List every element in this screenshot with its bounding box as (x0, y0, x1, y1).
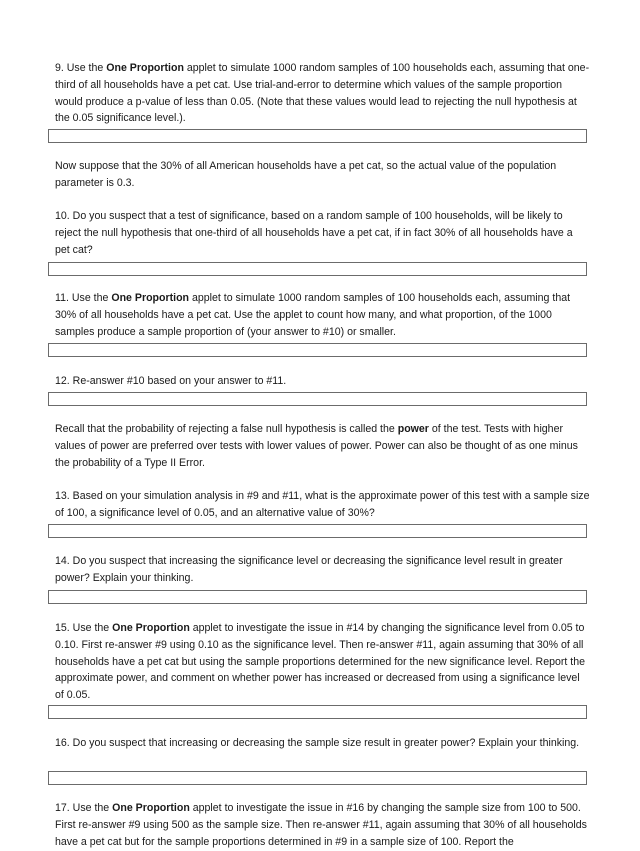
answer-box-14[interactable] (48, 590, 587, 604)
applet-name: One Proportion (106, 62, 184, 74)
question-17: 17. Use the One Proportion applet to investigate the issue in #16 by changing the sample size from 100 to 500. First re-answer #9 using 500 as the sample size. Then re-answer #11, again assuming that 30% of all households have a pet cat but for the sample proportions determined in #9 in a sample size of 100. Report the (55, 802, 587, 848)
question-11: 11. Use the One Proportion applet to simulate 1000 random samples of 100 households each, assuming that 30% of all households have a pet cat. Use the applet to count how many, and what proportion, of the 1000 samples produce a sample proportion of (your answer to #10) or smaller. (55, 292, 571, 338)
question-9: 9. Use the One Proportion applet to simulate 1000 random samples of 100 households each, assuming that one-third of all households have a pet cat. Use trial-and-error to determine which values of the sample proportion would produce a p-value of less than 0.05. (Note that these values would lead to rejecting the null hypothesis at the 0.05 significance level.). (55, 62, 590, 125)
answer-box-16[interactable] (48, 771, 587, 785)
answer-box-11[interactable] (48, 343, 587, 357)
answer-box-10[interactable] (48, 262, 587, 276)
question-12: 12. Re-answer #10 based on your answer to #11. (55, 375, 287, 387)
answer-box-9[interactable] (48, 129, 587, 143)
answer-box-15[interactable] (48, 705, 587, 719)
power-term: power (397, 423, 429, 435)
applet-name: One Proportion (111, 292, 190, 304)
power-paragraph: Recall that the probability of rejecting a false null hypothesis is called the power of the test. Tests with higher values of power are preferred over tests with lower values of power. Power can also be thought of as one minus the probability of a Type II Error. (55, 423, 578, 469)
question-16: 16. Do you suspect that increasing or decreasing the sample size result in greater power? Explain your thinking. (55, 737, 580, 749)
question-13: 13. Based on your simulation analysis in #9 and #11, what is the approximate power of this test with a sample size of 100, a significance level of 0.05, and an alternative value of 30%? (55, 490, 590, 519)
answer-box-13[interactable] (48, 524, 587, 538)
answer-box-12[interactable] (48, 392, 587, 406)
question-14: 14. Do you suspect that increasing the significance level or decreasing the significance level result in greater power? Explain your thinking. (55, 555, 563, 584)
question-10: 10. Do you suspect that a test of significance, based on a random sample of 100 households, will be likely to reject the null hypothesis that one-third of all households have a pet cat, if in fact 30% of all households have a pet cat? (55, 210, 573, 256)
intro-paragraph: Now suppose that the 30% of all American households have a pet cat, so the actual value of the population parameter is 0.3. (55, 160, 557, 189)
question-15: 15. Use the One Proportion applet to investigate the issue in #14 by changing the significance level from 0.05 to 0.10. First re-answer #9 using 0.10 as the significance level. Then re-answer #11, again assuming that 30% of all households have a pet cat but using the sample proportions determined for the new significance level. Report the approximate power, and comment on whether power has increased or decreased from using a significance level of 0.05. (55, 622, 586, 702)
applet-name: One Proportion (112, 802, 190, 814)
applet-name: One Proportion (112, 622, 190, 634)
